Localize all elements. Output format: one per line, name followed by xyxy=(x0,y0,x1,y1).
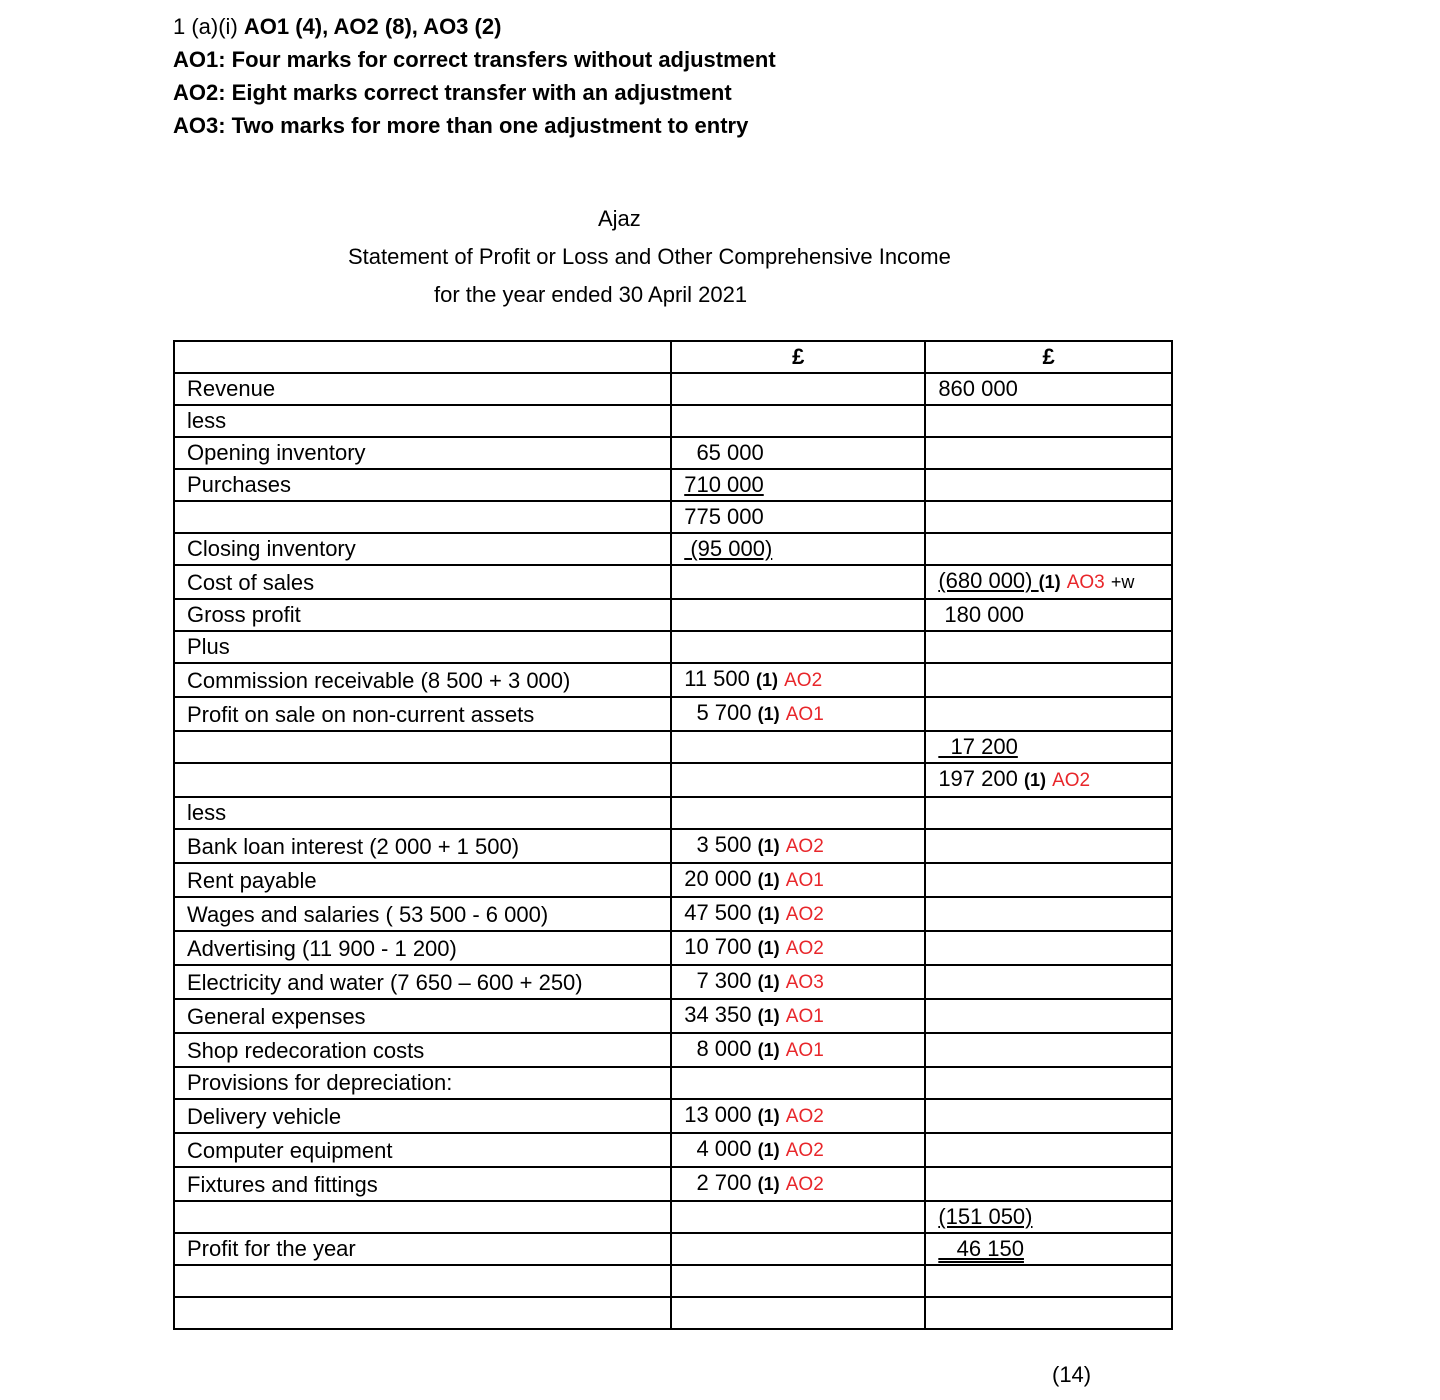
table-row xyxy=(174,863,1172,897)
row-label: Fixtures and fittings xyxy=(174,1167,671,1201)
table-row xyxy=(174,1167,1172,1201)
table-row xyxy=(174,631,1172,663)
row-label: Computer equipment xyxy=(174,1133,671,1167)
amount-value: 4 000 xyxy=(684,1136,752,1161)
mark-award: (1) xyxy=(1038,572,1061,592)
amount-value: 17 200 xyxy=(938,734,1018,759)
mark-award: (1) xyxy=(756,670,778,690)
assessment-objective: AO3 xyxy=(1066,572,1105,593)
row-label: Wages and salaries ( 53 500 - 6 000) xyxy=(174,897,671,931)
statement-title: Statement of Profit or Loss and Other Comprehensive Income xyxy=(348,244,951,269)
total-cell xyxy=(925,599,1172,631)
total-cell xyxy=(925,565,1172,599)
table-row xyxy=(174,1265,1172,1297)
row-label: Cost of sales xyxy=(174,565,671,599)
total-cell xyxy=(925,797,1172,829)
table-row xyxy=(174,1133,1172,1167)
total-cell xyxy=(925,897,1172,931)
total-cell xyxy=(925,697,1172,731)
amount-value: (151 050) xyxy=(938,1204,1033,1229)
row-label xyxy=(174,501,671,533)
amount-cell xyxy=(671,697,925,731)
total-cell xyxy=(925,1099,1172,1133)
question-number: 1 (a)(i) xyxy=(173,14,244,39)
amount-value: 11 500 xyxy=(684,666,750,691)
statement-period: for the year ended 30 April 2021 xyxy=(434,282,748,307)
row-label xyxy=(174,1297,671,1329)
question-line xyxy=(173,10,776,43)
row-label: Provisions for depreciation: xyxy=(174,1067,671,1099)
amount-cell xyxy=(671,1233,925,1265)
amount-cell xyxy=(671,599,925,631)
total-cell xyxy=(925,999,1172,1033)
amount-cell xyxy=(671,1099,925,1133)
total-cell xyxy=(925,1201,1172,1233)
amount-cell xyxy=(671,533,925,565)
ao2-criteria: AO2: Eight marks correct transfer with an adjustment xyxy=(173,80,732,105)
row-label: Closing inventory xyxy=(174,533,671,565)
amount-cell xyxy=(671,797,925,829)
table-row xyxy=(174,599,1172,631)
own-figure-note: +w xyxy=(1110,572,1135,592)
question-marks: AO1 (4), AO2 (8), AO3 (2) xyxy=(243,14,502,39)
table-row xyxy=(174,1033,1172,1067)
mark-award: (1) xyxy=(757,1106,780,1126)
row-label: less xyxy=(174,405,671,437)
amount-cell xyxy=(671,965,925,999)
assessment-objective: AO2 xyxy=(785,904,824,925)
row-label: Commission receivable (8 500 + 3 000) xyxy=(174,663,671,697)
marking-header xyxy=(173,10,776,142)
total-cell xyxy=(925,965,1172,999)
table-row xyxy=(174,999,1172,1033)
amount-value: 197 200 xyxy=(938,766,1018,791)
assessment-objective: AO3 xyxy=(785,972,824,993)
assessment-objective: AO2 xyxy=(785,1140,824,1161)
row-label: Opening inventory xyxy=(174,437,671,469)
row-label xyxy=(174,731,671,763)
amount-cell xyxy=(671,469,925,501)
total-cell xyxy=(925,469,1172,501)
amount-cell xyxy=(671,931,925,965)
amount-cell xyxy=(671,863,925,897)
amount-cell xyxy=(671,1067,925,1099)
amount-cell xyxy=(671,373,925,405)
amount-cell xyxy=(671,999,925,1033)
assessment-objective: AO2 xyxy=(785,1174,824,1195)
amount-value: 10 700 xyxy=(684,934,752,959)
total-cell xyxy=(925,1033,1172,1067)
total-cell xyxy=(925,763,1172,797)
mark-award: (1) xyxy=(757,1040,780,1060)
row-label: General expenses xyxy=(174,999,671,1033)
amount-cell xyxy=(671,1297,925,1329)
row-label: Advertising (11 900 - 1 200) xyxy=(174,931,671,965)
assessment-objective: AO2 xyxy=(784,670,823,691)
total-cell xyxy=(925,1265,1172,1297)
row-label: Delivery vehicle xyxy=(174,1099,671,1133)
amount-cell xyxy=(671,897,925,931)
amount-value: 860 000 xyxy=(938,376,1018,401)
assessment-objective: AO2 xyxy=(785,938,824,959)
amount-value: 46 150 xyxy=(938,1236,1024,1261)
amount-value: 65 000 xyxy=(684,440,764,465)
amount-cell xyxy=(671,829,925,863)
amount-cell xyxy=(671,631,925,663)
row-label: less xyxy=(174,797,671,829)
amount-cell xyxy=(671,1033,925,1067)
row-label: Plus xyxy=(174,631,671,663)
amount-value: 13 000 xyxy=(684,1102,752,1127)
amount-value: 710 000 xyxy=(684,472,764,497)
amount-value: 7 300 xyxy=(684,968,752,993)
amount-value: 20 000 xyxy=(684,866,752,891)
amount-value: (95 000) xyxy=(684,536,773,561)
table-row xyxy=(174,469,1172,501)
assessment-objective: AO2 xyxy=(785,836,824,857)
row-label: Gross profit xyxy=(174,599,671,631)
total-cell xyxy=(925,405,1172,437)
mark-award: (1) xyxy=(1023,770,1046,790)
table-row xyxy=(174,1297,1172,1329)
table-row xyxy=(174,501,1172,533)
total-cell xyxy=(925,1297,1172,1329)
total-cell xyxy=(925,663,1172,697)
table-row xyxy=(174,1201,1172,1233)
amount-value: 775 000 xyxy=(684,504,764,529)
mark-award: (1) xyxy=(757,1174,780,1194)
table-row xyxy=(174,437,1172,469)
assessment-objective: AO1 xyxy=(785,870,824,891)
amount-cell xyxy=(671,437,925,469)
header-cell: £ xyxy=(671,341,925,373)
table-row xyxy=(174,931,1172,965)
total-cell xyxy=(925,731,1172,763)
amount-value: 180 000 xyxy=(938,602,1024,627)
table-row xyxy=(174,829,1172,863)
amount-cell xyxy=(671,763,925,797)
total-cell xyxy=(925,437,1172,469)
table-row xyxy=(174,897,1172,931)
amount-cell xyxy=(671,405,925,437)
table-row xyxy=(174,697,1172,731)
table-row xyxy=(174,373,1172,405)
amount-value: 3 500 xyxy=(684,832,752,857)
table-row xyxy=(174,731,1172,763)
total-cell xyxy=(925,1167,1172,1201)
amount-value: 2 700 xyxy=(684,1170,752,1195)
assessment-objective: AO1 xyxy=(785,704,824,725)
mark-award: (1) xyxy=(757,870,780,890)
table-row xyxy=(174,965,1172,999)
header-cell xyxy=(174,341,671,373)
amount-cell xyxy=(671,565,925,599)
total-marks: (14) xyxy=(1052,1362,1092,1387)
table-row xyxy=(174,1233,1172,1265)
assessment-objective: AO2 xyxy=(1052,770,1091,791)
amount-value: 5 700 xyxy=(684,700,752,725)
row-label: Rent payable xyxy=(174,863,671,897)
row-label xyxy=(174,1201,671,1233)
mark-award: (1) xyxy=(757,904,780,924)
table-row xyxy=(174,565,1172,599)
row-label: Profit on sale on non-current assets xyxy=(174,697,671,731)
row-label: Revenue xyxy=(174,373,671,405)
total-cell xyxy=(925,533,1172,565)
total-cell xyxy=(925,1067,1172,1099)
amount-value: 34 350 xyxy=(684,1002,752,1027)
row-label xyxy=(174,1265,671,1297)
row-label xyxy=(174,763,671,797)
amount-value: 47 500 xyxy=(684,900,752,925)
table-row xyxy=(174,663,1172,697)
total-cell xyxy=(925,931,1172,965)
ao1-criteria: AO1: Four marks for correct transfers without adjustment xyxy=(173,47,776,72)
business-name: Ajaz xyxy=(598,206,641,231)
mark-award: (1) xyxy=(757,972,780,992)
amount-cell xyxy=(671,1201,925,1233)
row-label: Electricity and water (7 650 – 600 + 250) xyxy=(174,965,671,999)
table-row xyxy=(174,1099,1172,1133)
table-row xyxy=(174,763,1172,797)
table-row xyxy=(174,533,1172,565)
mark-award: (1) xyxy=(757,1140,780,1160)
amount-cell xyxy=(671,501,925,533)
table-row xyxy=(174,405,1172,437)
amount-cell xyxy=(671,663,925,697)
amount-cell xyxy=(671,1133,925,1167)
total-cell xyxy=(925,631,1172,663)
assessment-objective: AO1 xyxy=(785,1040,824,1061)
total-cell xyxy=(925,501,1172,533)
mark-award: (1) xyxy=(757,1006,780,1026)
ao3-criteria: AO3: Two marks for more than one adjustment to entry xyxy=(173,113,749,138)
amount-cell xyxy=(671,1265,925,1297)
row-label: Bank loan interest (2 000 + 1 500) xyxy=(174,829,671,863)
total-cell xyxy=(925,829,1172,863)
total-cell xyxy=(925,373,1172,405)
amount-value: 8 000 xyxy=(684,1036,752,1061)
table-row xyxy=(174,1067,1172,1099)
assessment-objective: AO1 xyxy=(785,1006,824,1027)
amount-value: (680 000) xyxy=(938,568,1039,593)
income-statement-table xyxy=(173,340,1173,1330)
assessment-objective: AO2 xyxy=(785,1106,824,1127)
mark-award: (1) xyxy=(757,836,780,856)
table-row xyxy=(174,797,1172,829)
header-cell: £ xyxy=(925,341,1172,373)
total-cell xyxy=(925,863,1172,897)
table-header-row xyxy=(174,341,1172,373)
amount-cell xyxy=(671,1167,925,1201)
row-label: Shop redecoration costs xyxy=(174,1033,671,1067)
amount-cell xyxy=(671,731,925,763)
row-label: Purchases xyxy=(174,469,671,501)
total-cell xyxy=(925,1233,1172,1265)
mark-award: (1) xyxy=(757,938,780,958)
total-cell xyxy=(925,1133,1172,1167)
mark-award: (1) xyxy=(757,704,780,724)
row-label: Profit for the year xyxy=(174,1233,671,1265)
